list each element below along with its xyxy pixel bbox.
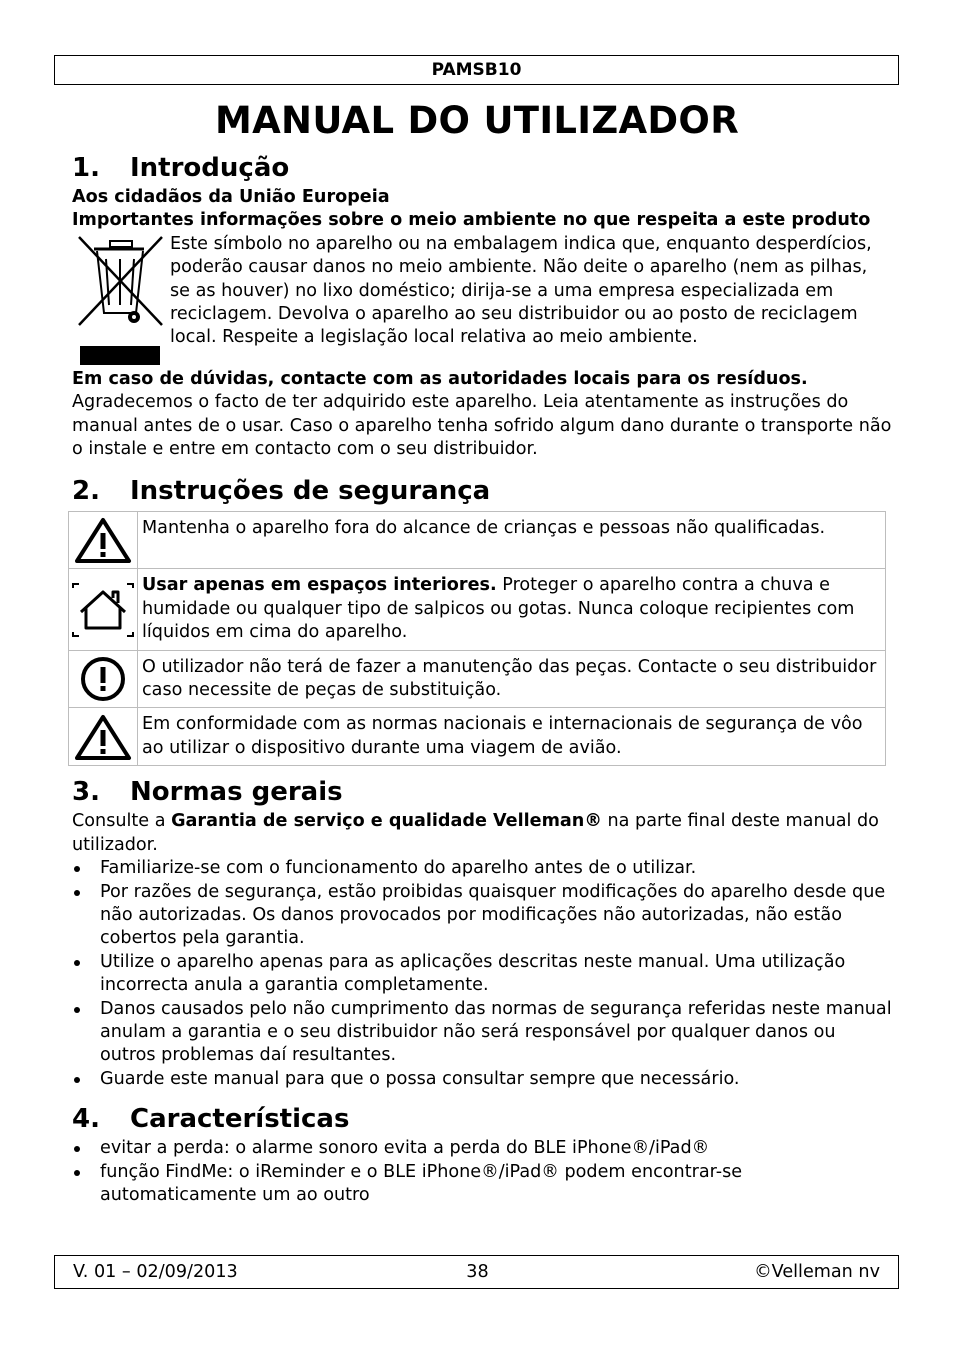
safety-text-cell	[138, 512, 886, 569]
section-number: 1.	[72, 153, 100, 183]
list-item	[72, 881, 892, 951]
icon-cell	[69, 650, 138, 708]
safety-bold-text: Usar apenas em espaços interiores.	[142, 575, 497, 596]
safety-text: O utilizador não terá de fazer a manutenção das peças. Contacte o seu distribuidor caso necessite de peças de substituição.	[142, 656, 877, 701]
bullet-icon	[74, 960, 80, 966]
weee-text: Este símbolo no aparelho ou na embalagem indica que, enquanto desperdícios, poderão causar danos no meio ambiente. Não deite o aparelho (nem as pilhas, se as houver) no lixo doméstico; dirija-se a uma empresa especializada em reciclagem. Devolva o aparelho ao seu distribuidor ou ao posto de reciclagem local. Respeite a legislação local relativa ao meio ambiente.	[170, 233, 872, 348]
list-item	[72, 998, 892, 1068]
section-heading-safety	[72, 473, 892, 509]
features-bullet-list	[72, 1137, 892, 1207]
safety-text: Mantenha o aparelho fora do alcance de crianças e pessoas não qualificadas.	[142, 518, 826, 539]
exclamation-circle-icon	[69, 655, 137, 703]
bullet-icon	[74, 890, 80, 896]
section-number: 3.	[72, 777, 100, 808]
general-intro-pre: Consulte a	[72, 811, 172, 832]
section-heading-intro	[72, 150, 892, 186]
section-title: Características	[130, 1104, 350, 1135]
list-item-text: Por razões de segurança, estão proibidas quaisquer modificações do aparelho desde que não autorizadas. Os danos provocados por modificações não autorizadas, não estão cobertos pela garantia.	[100, 881, 886, 949]
intro-subtitle-eu: Aos cidadãos da União Europeia	[72, 187, 390, 207]
section-heading-general	[72, 774, 892, 810]
icon-cell	[69, 569, 138, 650]
list-item	[72, 857, 892, 880]
section-title: Normas gerais	[130, 777, 343, 808]
section-heading-features	[72, 1101, 892, 1137]
table-row	[69, 708, 886, 766]
icon-cell	[69, 512, 138, 569]
weee-block	[72, 233, 892, 368]
page-footer	[54, 1255, 899, 1289]
safety-text: Proteger o aparelho contra a chuva e humidade ou qualquer tipo de salpicos ou gotas. Nunca coloque recipientes com líquidos em cima do aparelho.	[142, 575, 855, 643]
footer-version: V. 01 – 02/09/2013	[73, 1262, 238, 1282]
safety-text-cell	[138, 708, 886, 766]
list-item-text: função FindMe: o iReminder e o BLE iPhone®/iPad® podem encontrar-se automaticamente um ao outro	[100, 1161, 743, 1205]
thanks-paragraph: Agradecemos o facto de ter adquirido este aparelho. Leia atentamente as instruções do manual antes de o usar. Caso o aparelho tenha sofrido algum dano durante o transporte não o instale e entre em contacto com o seu distribuidor.	[72, 392, 892, 460]
footer-copyright: ©Velleman nv	[754, 1262, 880, 1282]
list-item-text: Familiarize-se com o funcionamento do aparelho antes de o utilizar.	[100, 858, 697, 879]
safety-text-cell	[138, 650, 886, 708]
list-item	[72, 1068, 892, 1091]
safety-text: Em conformidade com as normas nacionais e internacionais de segurança de vôo ao utilizar o dispositivo durante uma viagem de avião.	[142, 714, 863, 758]
table-row	[69, 512, 886, 569]
indoor-use-house-icon	[69, 578, 137, 642]
list-item	[72, 1161, 892, 1208]
page-title: MANUAL DO UTILIZADOR	[215, 99, 739, 142]
section-number: 4.	[72, 1104, 100, 1135]
header-model: PAMSB10	[54, 55, 899, 85]
list-item-text: Guarde este manual para que o possa consultar sempre que necessário.	[100, 1068, 740, 1089]
bullet-icon	[74, 1170, 80, 1176]
table-row	[69, 650, 886, 708]
general-intro-post: na parte final deste manual do utilizador.	[72, 811, 879, 855]
bullet-icon	[74, 1077, 80, 1083]
list-item-text: Utilize o aparelho apenas para as aplicações descritas neste manual. Uma utilização incorrecta anula a garantia completamente.	[100, 951, 846, 996]
table-row	[69, 569, 886, 650]
list-item	[72, 1137, 892, 1160]
safety-text-cell	[138, 569, 886, 650]
icon-cell	[69, 708, 138, 766]
safety-table	[68, 511, 886, 766]
doubts-note: Em caso de dúvidas, contacte com as autoridades locais para os resíduos.	[72, 368, 808, 389]
warning-triangle-icon	[69, 516, 137, 564]
list-item-text: Danos causados pelo não cumprimento das normas de segurança referidas neste manual anulam a garantia e o seu distribuidor não será responsável por qualquer danos ou outros problemas daí resultantes.	[100, 998, 892, 1066]
intro-subtitle-environment: Importantes informações sobre o meio ambiente no que respeita a este produto	[72, 210, 871, 231]
section-title: Instruções de segurança	[130, 476, 491, 507]
section-number: 2.	[72, 476, 100, 507]
bullet-icon	[74, 866, 80, 872]
general-intro	[72, 810, 892, 857]
general-bullet-list	[72, 857, 892, 1091]
list-item-text: evitar a perda: o alarme sonoro evita a perda do BLE iPhone®/iPad®	[100, 1138, 710, 1159]
warranty-reference: Garantia de serviço e qualidade Velleman®	[171, 811, 602, 832]
content	[72, 150, 892, 1207]
list-item	[72, 951, 892, 998]
section-title: Introdução	[130, 153, 290, 183]
footer-page-number: 38	[466, 1262, 489, 1282]
crossed-bin-icon	[74, 233, 166, 368]
bullet-icon	[74, 1007, 80, 1013]
warning-triangle-icon	[69, 713, 137, 761]
bullet-icon	[74, 1146, 80, 1152]
